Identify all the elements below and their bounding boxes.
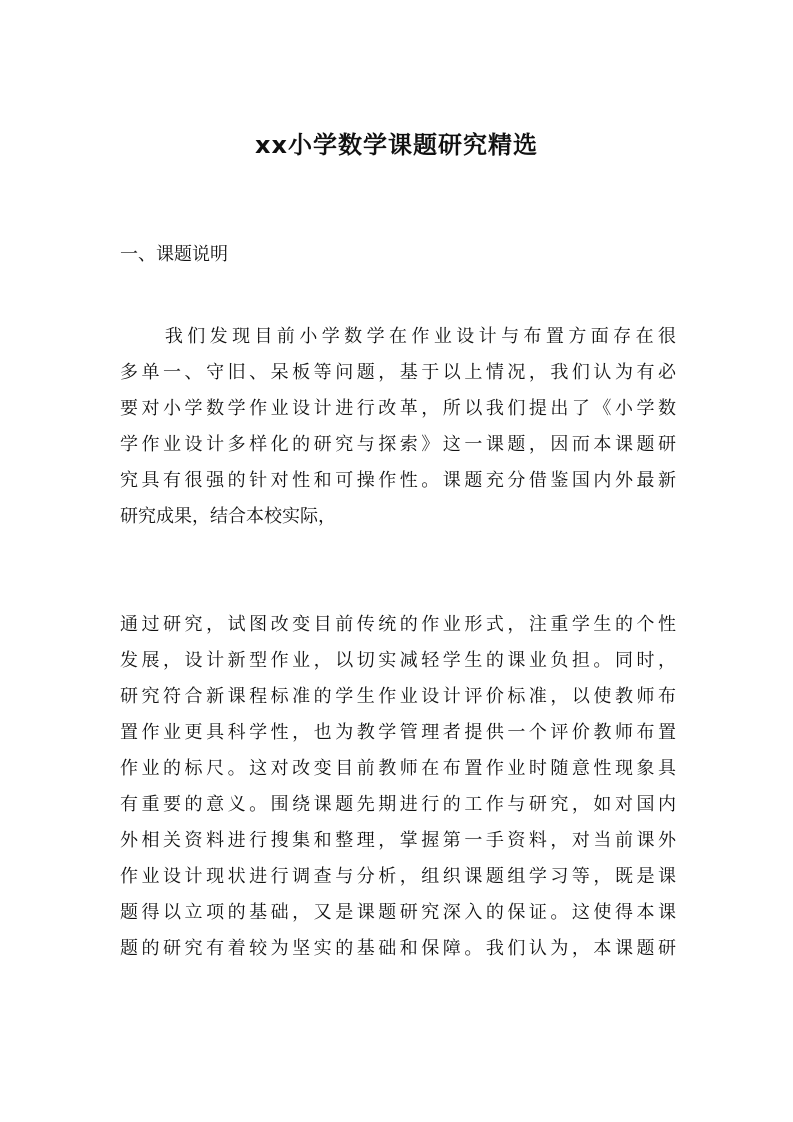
- paragraph-1-line: 要对小学数学作业设计进行改革，所以我们提出了《小学数: [120, 398, 676, 419]
- paragraph-2-line: 题的研究有着较为坚实的基础和保障。我们认为，本课题研: [120, 938, 676, 959]
- paragraph-1-line: 究具有很强的针对性和可操作性。课题充分借鉴国内外最新: [120, 470, 676, 491]
- paragraph-2-line: 有重要的意义。围绕课题先期进行的工作与研究，如对国内: [120, 794, 676, 815]
- paragraph-1: [120, 319, 676, 535]
- paragraph-2-line: 作业设计现状进行调查与分析，组织课题组学习等，既是课: [120, 866, 676, 887]
- document-title: xx小学数学课题研究精选: [255, 131, 538, 159]
- paragraph-2-line: 作业的标尺。这对改变目前教师在布置作业时随意性现象具: [120, 758, 676, 779]
- paragraph-1-line: 研究成果，结合本校实际，: [120, 506, 336, 527]
- paragraph-1-line: 多单一、守旧、呆板等问题，基于以上情况，我们认为有必: [120, 362, 676, 383]
- paragraph-2: [120, 607, 676, 967]
- paragraph-2-line: 发展，设计新型作业，以切实减轻学生的课业负担。同时，: [120, 650, 676, 671]
- paragraph-2-line: 通过研究，试图改变目前传统的作业形式，注重学生的个性: [120, 614, 676, 635]
- paragraph-1-line: 学作业设计多样化的研究与探索》这一课题，因而本课题研: [120, 434, 676, 455]
- paragraph-1-line: 我们发现目前小学数学在作业设计与布置方面存在很: [120, 326, 676, 347]
- paragraph-2-line: 外相关资料进行搜集和整理，掌握第一手资料，对当前课外: [120, 830, 676, 851]
- paragraph-2-line: 题得以立项的基础，又是课题研究深入的保证。这使得本课: [120, 902, 676, 923]
- paragraph-2-line: 研究符合新课程标准的学生作业设计评价标准，以使教师布: [120, 686, 676, 707]
- section-heading: 一、课题说明: [120, 244, 228, 265]
- paragraph-2-line: 置作业更具科学性，也为教学管理者提供一个评价教师布置: [120, 722, 676, 743]
